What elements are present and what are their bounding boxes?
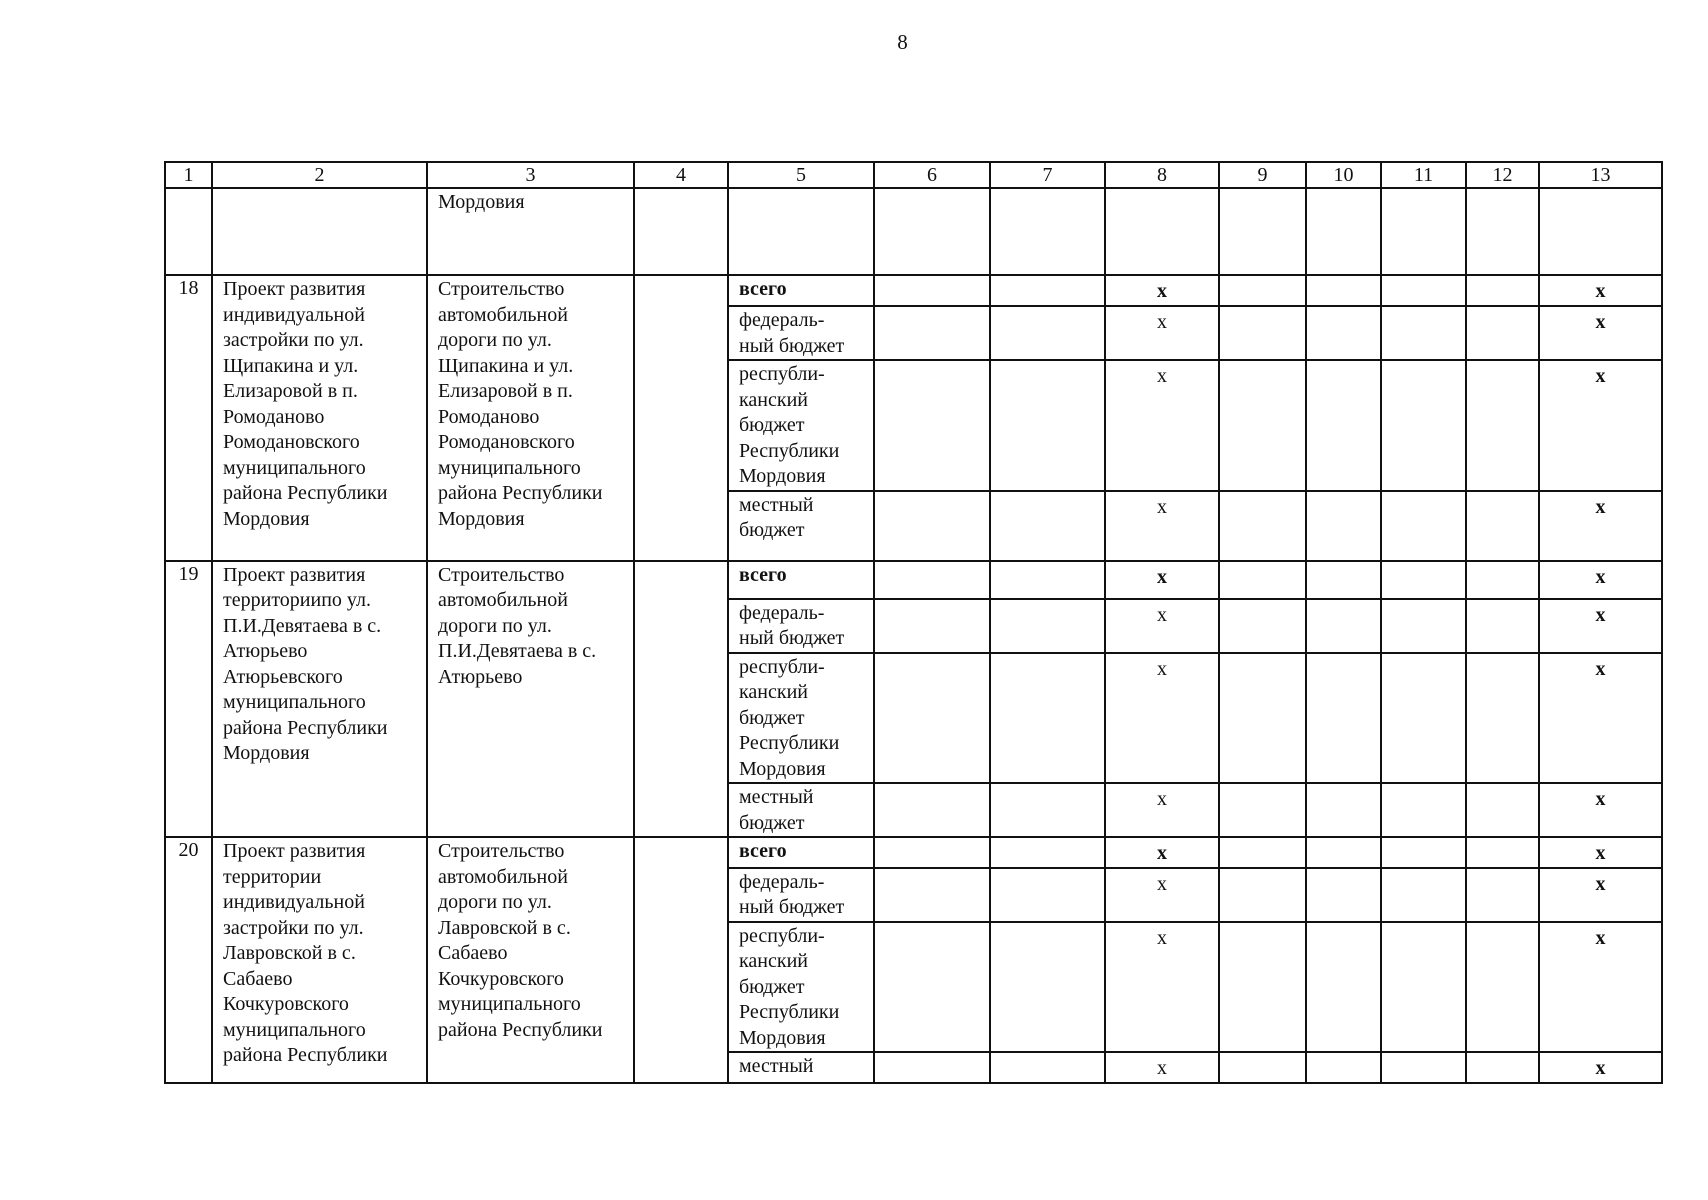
mark-col13: x bbox=[1539, 561, 1662, 599]
mark-col8: x bbox=[1105, 599, 1219, 653]
cell-col9 bbox=[1219, 653, 1306, 784]
cell-col6 bbox=[874, 491, 990, 561]
project-name: Проект развития индивидуальной застройки по ул. Щипакина и ул. Елизаровой в п. Ромоданово Ромодановского муниципального района Республики Мордовия bbox=[212, 275, 427, 561]
cell-col6 bbox=[874, 306, 990, 360]
mark-col13: x bbox=[1539, 1052, 1662, 1083]
cell-col6 bbox=[874, 653, 990, 784]
mark-col13: x bbox=[1539, 275, 1662, 306]
project-object: Строительство автомобильной дороги по ул. П.И.Девятаева в с. Атюрьево bbox=[427, 561, 634, 838]
funding-source: всего bbox=[728, 837, 874, 868]
budget-table bbox=[164, 161, 1663, 1084]
cell-col7 bbox=[990, 1052, 1105, 1083]
header-row bbox=[165, 162, 1662, 188]
cell-col6 bbox=[874, 837, 990, 868]
mark-col8: x bbox=[1105, 868, 1219, 922]
cell-col11 bbox=[1381, 1052, 1466, 1083]
header-col-5: 5 bbox=[728, 162, 874, 188]
cell-col11 bbox=[1381, 360, 1466, 491]
cell-col12 bbox=[1466, 783, 1539, 837]
cell-col6 bbox=[874, 868, 990, 922]
cell-col4 bbox=[634, 837, 728, 1083]
cell-col1 bbox=[165, 188, 212, 275]
funding-source: республи- канский бюджет Республики Мордовия bbox=[728, 922, 874, 1053]
cell-col6 bbox=[874, 783, 990, 837]
mark-col13: x bbox=[1539, 868, 1662, 922]
funding-source: республи- канский бюджет Республики Мордовия bbox=[728, 653, 874, 784]
funding-source: местный бюджет bbox=[728, 783, 874, 837]
project-number: 19 bbox=[165, 561, 212, 838]
mark-col13: x bbox=[1539, 783, 1662, 837]
cell-col10 bbox=[1306, 306, 1381, 360]
cell-col12 bbox=[1466, 491, 1539, 561]
project-row bbox=[165, 561, 1662, 599]
cell-col10 bbox=[1306, 783, 1381, 837]
cell-col7 bbox=[990, 653, 1105, 784]
header-col-6: 6 bbox=[874, 162, 990, 188]
mark-col8: x bbox=[1105, 275, 1219, 306]
project-row bbox=[165, 837, 1662, 868]
cell-col7 bbox=[990, 922, 1105, 1053]
cell-col10 bbox=[1306, 360, 1381, 491]
cell-col9 bbox=[1219, 599, 1306, 653]
table-body bbox=[165, 162, 1662, 1083]
cell-col6 bbox=[874, 1052, 990, 1083]
cell-col11 bbox=[1381, 837, 1466, 868]
mark-col13: x bbox=[1539, 306, 1662, 360]
cell-col9 bbox=[1219, 491, 1306, 561]
cell-col11 bbox=[1381, 275, 1466, 306]
mark-col8: x bbox=[1105, 783, 1219, 837]
mark-col8: x bbox=[1105, 837, 1219, 868]
cell-col4 bbox=[634, 275, 728, 561]
cell-col9 bbox=[1219, 868, 1306, 922]
project-object: Строительство автомобильной дороги по ул. Щипакина и ул. Елизаровой в п. Ромоданово Ромодановского муниципального района Республики Мордовия bbox=[427, 275, 634, 561]
cell-col7 bbox=[990, 783, 1105, 837]
project-object: Строительство автомобильной дороги по ул. Лавровской в с. Сабаево Кочкуровского муниципального района Республики bbox=[427, 837, 634, 1083]
cell-col10 bbox=[1306, 561, 1381, 599]
cell-col7 bbox=[990, 275, 1105, 306]
cell-col10 bbox=[1306, 1052, 1381, 1083]
mark-col8: x bbox=[1105, 1052, 1219, 1083]
cell-col10 bbox=[1306, 491, 1381, 561]
mark-col8: x bbox=[1105, 922, 1219, 1053]
cell-col6 bbox=[874, 599, 990, 653]
header-col-10: 10 bbox=[1306, 162, 1381, 188]
cell-col9 bbox=[1219, 306, 1306, 360]
header-col-11: 11 bbox=[1381, 162, 1466, 188]
header-col-2: 2 bbox=[212, 162, 427, 188]
mark-col13: x bbox=[1539, 491, 1662, 561]
header-col-8: 8 bbox=[1105, 162, 1219, 188]
header-col-7: 7 bbox=[990, 162, 1105, 188]
header-col-3: 3 bbox=[427, 162, 634, 188]
header-col-9: 9 bbox=[1219, 162, 1306, 188]
cell-col11 bbox=[1381, 922, 1466, 1053]
cell-col6 bbox=[874, 360, 990, 491]
cell-col7 bbox=[990, 360, 1105, 491]
cell-col11 bbox=[1381, 491, 1466, 561]
cell-col7 bbox=[990, 561, 1105, 599]
mark-col8: x bbox=[1105, 360, 1219, 491]
cell-col9 bbox=[1219, 922, 1306, 1053]
header-col-4: 4 bbox=[634, 162, 728, 188]
funding-source: всего bbox=[728, 275, 874, 306]
cell-col11 bbox=[1381, 561, 1466, 599]
cell-col11 bbox=[1381, 599, 1466, 653]
funding-source: федераль- ный бюджет bbox=[728, 599, 874, 653]
mark-col13: x bbox=[1539, 922, 1662, 1053]
cell-col7 bbox=[990, 491, 1105, 561]
funding-source: всего bbox=[728, 561, 874, 599]
header-col-13: 13 bbox=[1539, 162, 1662, 188]
cell-col12 bbox=[1466, 653, 1539, 784]
cell-col11 bbox=[1381, 783, 1466, 837]
funding-source: местный бюджет bbox=[728, 491, 874, 561]
mark-col13: x bbox=[1539, 599, 1662, 653]
cell-col9 bbox=[1219, 783, 1306, 837]
header-col-1: 1 bbox=[165, 162, 212, 188]
cell-col12 bbox=[1466, 306, 1539, 360]
cell-col12 bbox=[1466, 599, 1539, 653]
cell-col10 bbox=[1306, 599, 1381, 653]
project-number: 20 bbox=[165, 837, 212, 1083]
cell-col12 bbox=[1466, 275, 1539, 306]
cell-col11 bbox=[1381, 653, 1466, 784]
header-col-12: 12 bbox=[1466, 162, 1539, 188]
cell-col12 bbox=[1466, 922, 1539, 1053]
cell-col10 bbox=[1306, 275, 1381, 306]
cell-col12 bbox=[1466, 360, 1539, 491]
mark-col8: x bbox=[1105, 491, 1219, 561]
continuation-row bbox=[165, 188, 1662, 275]
mark-col13: x bbox=[1539, 360, 1662, 491]
funding-source: местный bbox=[728, 1052, 874, 1083]
continuation-text: Мордовия bbox=[427, 188, 634, 275]
cell-col10 bbox=[1306, 653, 1381, 784]
cell-col10 bbox=[1306, 868, 1381, 922]
cell-col9 bbox=[1219, 837, 1306, 868]
cell-col7 bbox=[990, 599, 1105, 653]
project-row bbox=[165, 275, 1662, 306]
cell-col9 bbox=[1219, 360, 1306, 491]
cell-col11 bbox=[1381, 868, 1466, 922]
cell-col6 bbox=[874, 922, 990, 1053]
project-number: 18 bbox=[165, 275, 212, 561]
cell-col11 bbox=[1381, 306, 1466, 360]
cell-col10 bbox=[1306, 922, 1381, 1053]
cell-col12 bbox=[1466, 561, 1539, 599]
cell-col12 bbox=[1466, 868, 1539, 922]
mark-col8: x bbox=[1105, 653, 1219, 784]
cell-col7 bbox=[990, 306, 1105, 360]
mark-col8: x bbox=[1105, 306, 1219, 360]
mark-col13: x bbox=[1539, 837, 1662, 868]
funding-source: республи- канский бюджет Республики Мордовия bbox=[728, 360, 874, 491]
cell-col12 bbox=[1466, 837, 1539, 868]
mark-col13: x bbox=[1539, 653, 1662, 784]
funding-source: федераль- ный бюджет bbox=[728, 868, 874, 922]
project-name: Проект развития территориипо ул. П.И.Девятаева в с. Атюрьево Атюрьевского муниципального района Республики Мордовия bbox=[212, 561, 427, 838]
mark-col8: x bbox=[1105, 561, 1219, 599]
cell-col7 bbox=[990, 868, 1105, 922]
cell-col9 bbox=[1219, 275, 1306, 306]
cell-col9 bbox=[1219, 561, 1306, 599]
cell-col2 bbox=[212, 188, 427, 275]
cell-col10 bbox=[1306, 837, 1381, 868]
cell-col7 bbox=[990, 837, 1105, 868]
cell-col12 bbox=[1466, 1052, 1539, 1083]
page-number: 8 bbox=[897, 30, 908, 54]
project-name: Проект развития территории индивидуальной застройки по ул. Лавровской в с. Сабаево Кочкуровского муниципального района Республики bbox=[212, 837, 427, 1083]
funding-source: федераль- ный бюджет bbox=[728, 306, 874, 360]
cell-col6 bbox=[874, 275, 990, 306]
cell-col4 bbox=[634, 561, 728, 838]
cell-col6 bbox=[874, 561, 990, 599]
cell-col9 bbox=[1219, 1052, 1306, 1083]
